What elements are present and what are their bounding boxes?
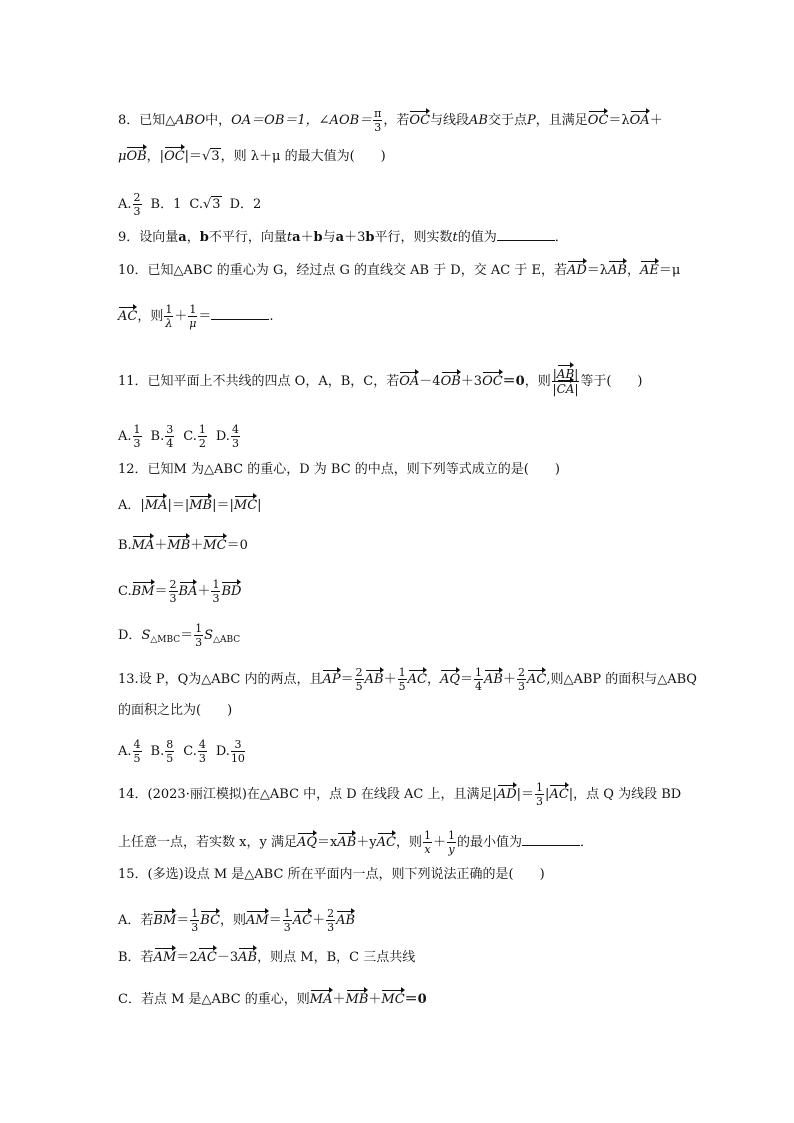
q13-options <box>118 739 254 764</box>
q13-option-c[interactable]: C. $\frac{4}{3}$ <box>183 738 206 765</box>
vector-oc: OC <box>164 149 185 164</box>
q12-option-c[interactable]: C.BM＝ $\frac{2}{3}$ BA＋ $\frac{1}{3}$ BD <box>118 578 242 605</box>
vector-ab: AB <box>608 263 627 278</box>
q12-option-d[interactable]: D．$S_{\triangle MBC}=$ $\frac{1}{3}$ $S_{\triangle ABC}$ <box>118 622 241 649</box>
q8-option-c[interactable]: C.√3 <box>189 197 221 212</box>
answer-blank[interactable] <box>522 833 580 846</box>
q11-option-c[interactable]: C. $\frac{1}{2}$ <box>183 423 206 450</box>
q15-option-c[interactable]: C．若点 M 是△ABC 的重心，则MA＋MB＋MC＝0 <box>118 992 427 1007</box>
vector-ac: AC <box>118 309 138 324</box>
q13-line1: 13.设 P，Q为△ABC 内的两点，且AP＝ $\frac{2}{5}$ AB＋ $\frac{1}{5}$ AC，AQ＝ $\frac{1}{4}$ AB＋ $\frac{2}{3}$ AC,则△ABP 的面积与△ABQ <box>118 666 697 693</box>
q11-line: 11．已知平面上不共线的四点 O，A，B，C，若OA－4OB＋3OC＝0，则 $\frac{|AB|}{|CA|}$ 等于( ) <box>118 367 643 396</box>
q13-line2: 的面积之比为( ) <box>118 703 233 718</box>
sqrt-sign: √3 <box>202 149 220 164</box>
q8-option-b[interactable]: B．1 <box>150 197 182 212</box>
q15-stem: 15．(多选)设点 M 是△ABC 所在平面内一点，则下列说法正确的是( ) <box>118 867 545 882</box>
answer-blank[interactable] <box>497 228 555 241</box>
q13-option-b[interactable]: B. $\frac{8}{5}$ <box>150 738 174 765</box>
q12-option-b[interactable]: B.MA＋MB＋MC＝0 <box>118 538 248 553</box>
vector-oa: OA <box>399 374 420 389</box>
q15-option-a[interactable]: A．若BM＝ $\frac{1}{3}$ BC，则AM＝ $\frac{1}{3}$ AC＋ $\frac{2}{3}$ AB <box>118 907 356 934</box>
q8-option-d[interactable]: D．2 <box>229 197 262 212</box>
q10-line1: 10．已知△ABC 的重心为 G，经过点 G 的直线交 AB 于 D，交 AC 于 E，若AD＝λAB，AE＝μ <box>118 263 681 278</box>
vector-oc: OC <box>409 113 431 128</box>
q11-option-a[interactable]: A. $\frac{1}{3}$ <box>118 423 141 450</box>
fraction: $\frac{\pi}{3}$ <box>374 107 382 134</box>
q11-option-b[interactable]: B. $\frac{3}{4}$ <box>150 423 174 450</box>
vector-ad: AD <box>566 263 587 278</box>
vector-oc: OC <box>482 374 503 389</box>
q10-line2: AC，则 $\frac{1}{\lambda}$ ＋ $\frac{1}{\mu}$ ＝ . <box>118 303 274 330</box>
vector-oc: OC <box>587 113 609 128</box>
q13-option-a[interactable]: A. $\frac{4}{5}$ <box>118 738 141 765</box>
q14-line2: 上任意一点，若实数 x，y 满足AQ＝xAB＋yAC，则 $\frac{1}{x}$ ＋ $\frac{1}{y}$ 的最小值为 ． <box>118 829 594 856</box>
q13-option-d[interactable]: D. $\frac{3}{10}$ <box>215 738 245 765</box>
vector-ae: AE <box>640 263 659 278</box>
q8-line1: 8．已知△ABO中，OA＝OB＝1，∠AOB＝ $\frac{\pi}{3}$ ，若OC与线段AB交于点P，且满足OC＝λOA＋ <box>118 107 663 134</box>
q12-stem: 12．已知M 为△ABC 的重心，D 为 BC 的中点，则下列等式成立的是( ) <box>118 462 560 477</box>
q8-option-a[interactable]: A. $\frac{2}{3}$ <box>118 191 141 218</box>
q9-line: 9．设向量a，b不平行，向量ta＋b与a＋3b平行，则实数t的值为 ． <box>118 230 568 245</box>
vector-ob: OB <box>126 149 147 164</box>
q8-options <box>118 192 269 217</box>
q12-option-a[interactable]: A．|MA|＝|MB|＝|MC| <box>118 498 262 513</box>
q15-option-b[interactable]: B．若AM＝2AC－3AB，则点 M，B，C 三点共线 <box>118 950 416 965</box>
q8-line2: μOB，|OC|＝√3，则 λ＋μ 的最大值为( ) <box>118 149 386 164</box>
fraction: $\frac{|AB|}{|CA|}$ <box>552 367 579 396</box>
q11-option-d[interactable]: D. $\frac{4}{3}$ <box>215 423 239 450</box>
answer-blank[interactable] <box>211 307 269 320</box>
vector-ob: OB <box>440 374 461 389</box>
q11-options <box>118 424 249 449</box>
q14-line1: 14．(2023·丽江模拟)在△ABC 中，点 D 在线段 AC 上，且满足|AD|＝ $\frac{1}{3}$ |AC|，点 Q 为线段 BD <box>118 781 682 808</box>
vector-oa: OA <box>629 113 650 128</box>
